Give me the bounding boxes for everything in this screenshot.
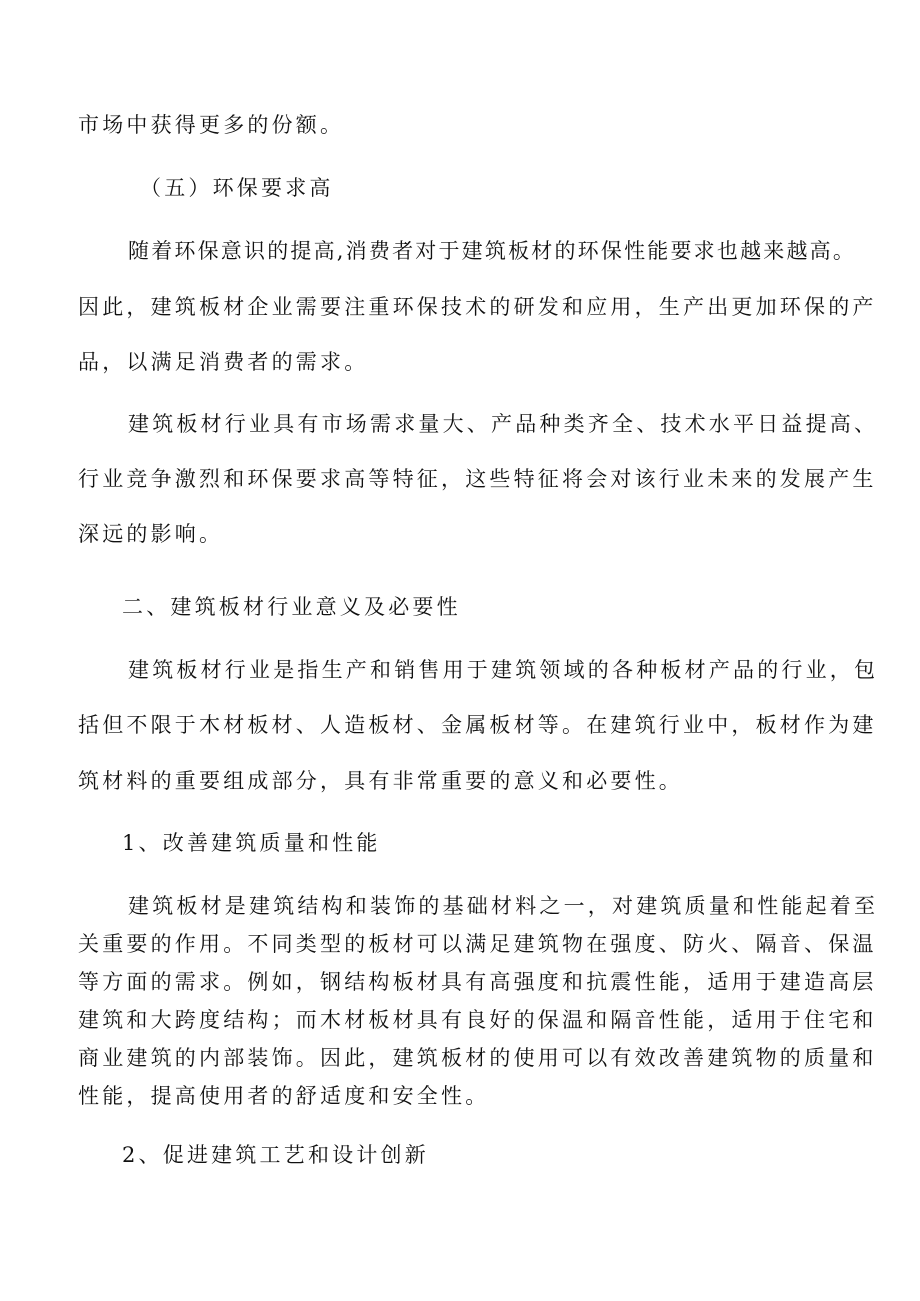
paragraph-line: 随着环保意识的提高,消费者对于建筑板材的环保性能要求也越来越高。 [128, 239, 857, 263]
paragraph-line: 行业竞争激烈和环保要求高等特征，这些特征将会对该行业未来的发展产生 [78, 467, 877, 491]
paragraph-line: 等方面的需求。例如，钢结构板材具有高强度和抗震性能，适用于建造高层 [78, 970, 877, 994]
section-heading: 1、改善建筑质量和性能 [122, 831, 381, 855]
paragraph-line: 深远的影响。 [78, 522, 224, 546]
section-heading: 二、建筑板材行业意义及必要性 [122, 595, 461, 619]
paragraph-line: 建筑和大跨度结构；而木材板材具有良好的保温和隔音性能，适用于住宅和 [78, 1008, 877, 1032]
paragraph-line: 商业建筑的内部装饰。因此，建筑板材的使用可以有效改善建筑物的质量和 [78, 1046, 877, 1070]
paragraph-line: 关重要的作用。不同类型的板材可以满足建筑物在强度、防火、隔音、保温 [78, 932, 877, 956]
section-heading: 2、促进建筑工艺和设计创新 [122, 1143, 429, 1167]
paragraph-line: 性能，提高使用者的舒适度和安全性。 [78, 1084, 490, 1108]
paragraph-line: 建筑板材行业是指生产和销售用于建筑领域的各种板材产品的行业，包 [128, 658, 879, 682]
paragraph-line: 建筑板材是建筑结构和装饰的基础材料之一，对建筑质量和性能起着至 [128, 894, 879, 918]
paragraph-line: 筑材料的重要组成部分，具有非常重要的意义和必要性。 [78, 769, 683, 793]
paragraph-line: 市场中获得更多的份额。 [78, 113, 345, 137]
paragraph-line: 括但不限于木材板材、人造板材、金属板材等。在建筑行业中，板材作为建 [78, 713, 877, 737]
paragraph-line: 建筑板材行业具有市场需求量大、产品种类齐全、技术水平日益提高、 [128, 412, 879, 436]
paragraph-line: 因此，建筑板材企业需要注重环保技术的研发和应用，生产出更加环保的产 [78, 295, 877, 319]
section-heading: （五）环保要求高 [140, 176, 334, 200]
paragraph-line: 品，以满足消费者的需求。 [78, 350, 369, 374]
